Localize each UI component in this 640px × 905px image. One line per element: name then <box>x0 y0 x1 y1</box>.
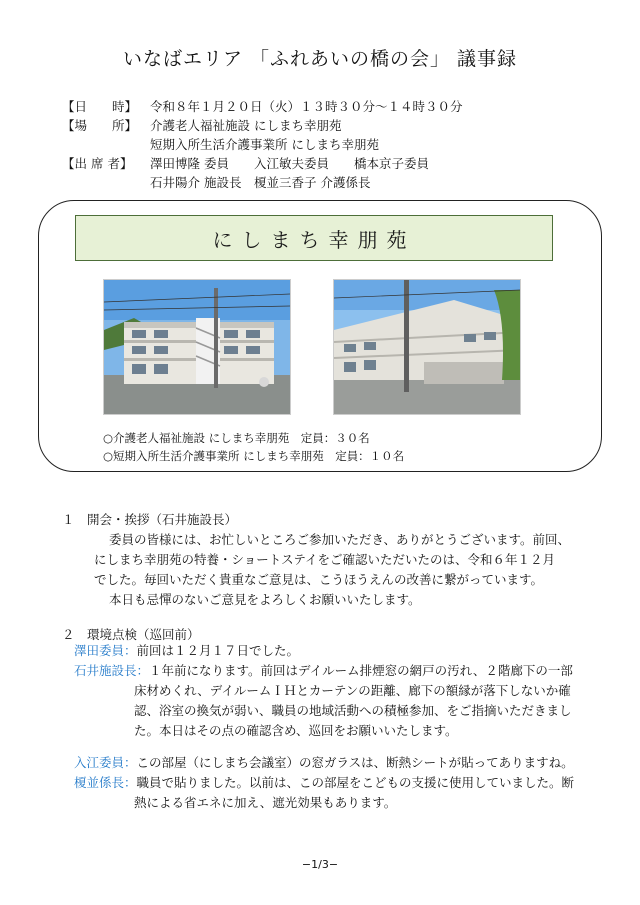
dialog-text: た。本日はその点の確認含め、巡回をお願いいたします。 <box>134 723 458 738</box>
speaker-name: 澤田委員： <box>74 643 137 658</box>
attendees-value: 澤田博隆 委員 入江敏夫委員 橋本京子委員 <box>150 156 429 171</box>
facility-photo-front <box>103 279 291 415</box>
dialog-text: 職員で貼りました。以前は、この部屋をこどもの支援に使用していました。断 <box>136 775 575 790</box>
meeting-info <box>62 97 463 192</box>
facility-panel <box>38 200 602 472</box>
paragraph-line: 委員の皆様には、お忙しいところご参加いただき、ありがとうございます。前回、 <box>109 532 571 547</box>
speaker-name: 榎並係長： <box>74 775 137 790</box>
section-heading: １ 開会・挨拶（石井施設長） <box>62 512 238 527</box>
dialog-text: 床材めくれ、デイルームＩＨとカーテンの距離、廊下の額縁が落下しないか確 <box>134 683 571 698</box>
paragraph-line: にしまち幸朋苑の特養・ショートステイをご確認いただいたのは、令和６年１２月 <box>94 552 556 567</box>
paragraph-line: 本日も忌憚のないご意見をよろしくお願いいたします。 <box>109 592 421 607</box>
speaker-name: 石井施設長： <box>74 663 150 678</box>
facility-banner: にしまち幸朋苑 <box>75 215 553 261</box>
section-heading: ２ 環境点検（巡回前） <box>62 627 200 642</box>
capacity-item: ○介護老人福祉施設 にしまち幸朋苑 定員：３０名 <box>103 431 370 445</box>
attendees-value-2: 石井陽介 施設長 榎並三香子 介護係長 <box>150 175 371 190</box>
paragraph-line: でした。毎回いただく貴重なご意見は、こうほうえんの改善に繋がっています。 <box>94 572 544 587</box>
dialog-text: １年前になります。前回はデイルーム排煙窓の網戸の汚れ、２階廊下の一部 <box>149 663 573 678</box>
section-body <box>94 530 594 610</box>
date-label: 【日 時】 <box>62 99 138 114</box>
place-label: 【場 所】 <box>62 118 138 133</box>
place-value-2: 短期入所生活介護事業所 にしまち幸朋苑 <box>150 137 379 152</box>
facility-photo-side <box>333 279 521 415</box>
dialog-entry <box>74 661 594 741</box>
capacity-item: ○短期入所生活介護事業所 にしまち幸朋苑 定員：１０名 <box>103 449 405 463</box>
document-title: いなばエリア 「ふれあいの橋の会」 議事録 <box>122 48 518 70</box>
attendees-label: 【出 席 者】 <box>62 156 133 171</box>
capacity-list <box>103 429 404 465</box>
speaker-name: 入江委員： <box>74 755 137 770</box>
dialog-text: この部屋（にしまち会議室）の窓ガラスは、断熱シートが貼ってありますね。 <box>136 755 574 770</box>
dialog-text: 熱による省エネに加え、遮光効果もあります。 <box>134 795 397 810</box>
page-number: −1/3− <box>301 858 339 871</box>
dialog-entry <box>74 773 594 813</box>
dialog-text: 前回は１２月１７日でした。 <box>136 643 300 658</box>
date-value: 令和８年１月２０日（火）１３時３０分〜１４時３０分 <box>150 99 463 114</box>
dialog-text: 認、浴室の換気が弱い、職員の地域活動への積極参加、をご指摘いただきまし <box>134 703 572 718</box>
place-value: 介護老人福祉施設 にしまち幸朋苑 <box>150 118 342 133</box>
dialog-entry <box>74 753 594 773</box>
dialog-entry <box>74 641 594 661</box>
